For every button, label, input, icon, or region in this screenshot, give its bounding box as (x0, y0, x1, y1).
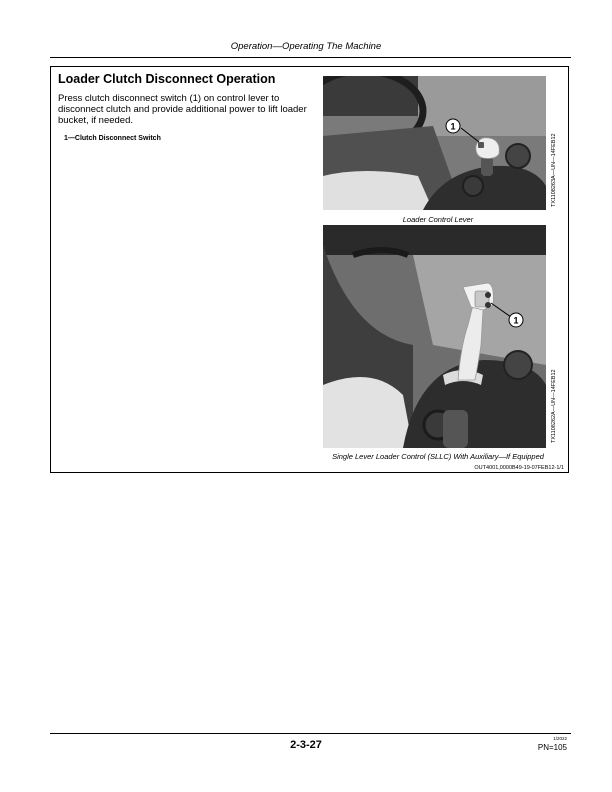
figure-code-2: TX1108262A—UN—14FEB12 (551, 369, 557, 443)
section-title: Loader Clutch Disconnect Operation (58, 72, 276, 86)
sllc-with-auxiliary-photo (323, 225, 546, 448)
reference-code: OUT4001,0000B49-19-07FEB12-1/1 (474, 465, 564, 471)
figure-code-1: TX1108263A—UN—14FEB12 (551, 133, 557, 207)
figure-caption-1: Loader Control Lever (402, 215, 474, 224)
footer-divider (50, 733, 571, 734)
pn-number: PN=105 (537, 743, 567, 752)
svg-text:1: 1 (450, 121, 456, 132)
header-divider (50, 57, 571, 58)
running-header: Operation—Operating The Machine (230, 41, 382, 52)
svg-text:1: 1 (513, 315, 519, 326)
figure-caption-2: Single Lever Loader Control (SLLC) With Auxiliary—If Equipped (332, 452, 544, 461)
section-body: Press clutch disconnect switch (1) on control lever to disconnect clutch and provide additional power to lift loader bucket, if needed. (58, 93, 307, 126)
loader-control-lever-photo (323, 76, 546, 210)
figure-legend: 1—Clutch Disconnect Switch (64, 135, 161, 142)
footer-date: 1/2022 (553, 736, 567, 741)
page-number: 2-3-27 (290, 739, 322, 751)
